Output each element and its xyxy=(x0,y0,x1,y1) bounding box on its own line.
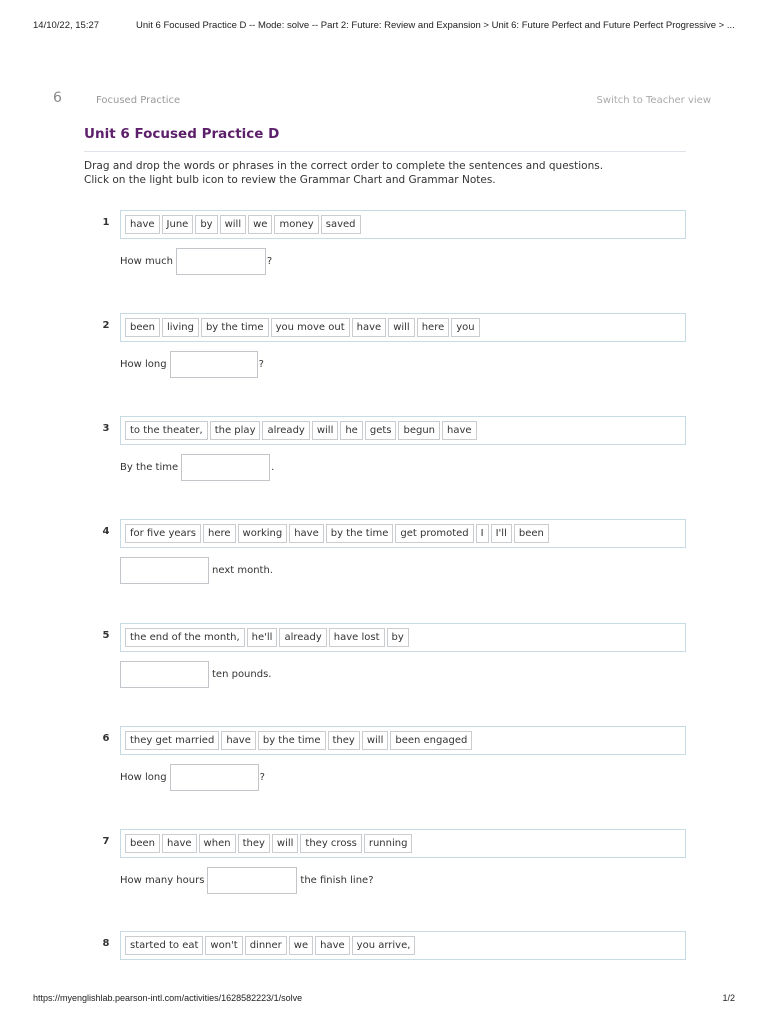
word-chip[interactable]: by the time xyxy=(201,318,269,337)
word-chip[interactable]: have xyxy=(221,731,256,750)
word-chip[interactable]: we xyxy=(248,215,272,234)
title-divider xyxy=(84,151,686,152)
word-chip[interactable]: living xyxy=(162,318,199,337)
word-chip[interactable]: dinner xyxy=(245,936,287,955)
word-chip[interactable]: they xyxy=(238,834,270,853)
word-chip[interactable]: he'll xyxy=(247,628,278,647)
answer-line xyxy=(120,555,273,585)
word-chip[interactable]: working xyxy=(238,524,288,543)
word-chip[interactable]: we xyxy=(289,936,313,955)
word-chip[interactable]: they get married xyxy=(125,731,219,750)
print-footer xyxy=(33,993,735,1003)
drop-zone[interactable] xyxy=(170,351,258,378)
word-chip[interactable]: already xyxy=(262,421,309,440)
answer-suffix: the finish line? xyxy=(300,874,374,886)
word-chip[interactable]: have xyxy=(162,834,197,853)
question-number: 6 xyxy=(102,733,110,744)
word-chip[interactable]: I'll xyxy=(491,524,512,543)
word-chip[interactable]: you move out xyxy=(271,318,350,337)
answer-line xyxy=(120,865,374,895)
drop-zone[interactable] xyxy=(181,454,270,481)
answer-prefix: How long xyxy=(120,358,167,370)
print-title: Unit 6 Focused Practice D -- Mode: solve -- Part 2: Future: Review and Expansion > Unit 6: Future Perfect and Future Perfect Progressive > ... xyxy=(136,20,735,31)
answer-line xyxy=(120,349,264,379)
answer-prefix: How much xyxy=(120,255,173,267)
answer-suffix: ? xyxy=(259,771,265,783)
question-number: 2 xyxy=(102,320,110,331)
word-chip[interactable]: the end of the month, xyxy=(125,628,245,647)
print-page-number: 1/2 xyxy=(722,993,735,1003)
word-chip[interactable]: they xyxy=(328,731,360,750)
breadcrumb[interactable]: Focused Practice xyxy=(96,95,181,106)
word-chip[interactable]: by the time xyxy=(258,731,326,750)
word-chip[interactable]: will xyxy=(312,421,339,440)
answer-suffix: ten pounds. xyxy=(212,668,272,680)
instruction-line-1: Drag and drop the words or phrases in the correct order to complete the sentences and questions. xyxy=(84,160,604,172)
answer-suffix: . xyxy=(271,461,275,473)
word-chip[interactable]: here xyxy=(417,318,450,337)
word-chip[interactable]: have xyxy=(442,421,477,440)
word-chip[interactable]: June xyxy=(162,215,194,234)
word-chip[interactable]: been xyxy=(125,834,160,853)
drop-zone[interactable] xyxy=(120,661,209,688)
word-chip[interactable]: already xyxy=(279,628,326,647)
word-bank xyxy=(120,931,686,960)
word-chip[interactable]: get promoted xyxy=(395,524,473,543)
word-chip[interactable]: the play xyxy=(210,421,261,440)
word-chip[interactable]: by xyxy=(387,628,409,647)
word-chip[interactable]: for five years xyxy=(125,524,201,543)
word-bank xyxy=(120,829,686,858)
answer-line xyxy=(120,452,274,482)
word-chip[interactable]: been engaged xyxy=(390,731,472,750)
print-url: https://myenglishlab.pearson-intl.com/activities/1628582223/1/solve xyxy=(33,993,303,1003)
drop-zone[interactable] xyxy=(120,557,209,584)
answer-prefix: How long xyxy=(120,771,167,783)
instructions xyxy=(84,159,603,187)
word-chip[interactable]: been xyxy=(125,318,160,337)
word-bank xyxy=(120,519,686,548)
question-number: 1 xyxy=(102,217,110,228)
question-number: 7 xyxy=(102,836,110,847)
word-chip[interactable]: have xyxy=(289,524,324,543)
question-number: 5 xyxy=(102,630,110,641)
answer-prefix: How many hours xyxy=(120,874,205,886)
question-number: 8 xyxy=(102,938,110,949)
instruction-line-2: Click on the light bulb icon to review the Grammar Chart and Grammar Notes. xyxy=(84,174,496,186)
word-chip[interactable]: you xyxy=(451,318,479,337)
word-chip[interactable]: started to eat xyxy=(125,936,203,955)
word-bank xyxy=(120,210,686,239)
word-chip[interactable]: to the theater, xyxy=(125,421,208,440)
word-chip[interactable]: he xyxy=(340,421,363,440)
word-chip[interactable]: begun xyxy=(398,421,440,440)
word-chip[interactable]: will xyxy=(388,318,415,337)
word-chip[interactable]: have xyxy=(125,215,160,234)
word-chip[interactable]: won't xyxy=(205,936,242,955)
answer-suffix: next month. xyxy=(212,564,273,576)
word-chip[interactable]: will xyxy=(272,834,299,853)
drop-zone[interactable] xyxy=(170,764,259,791)
answer-line xyxy=(120,246,272,276)
word-chip[interactable]: will xyxy=(362,731,389,750)
word-chip[interactable]: by the time xyxy=(326,524,394,543)
question-number: 4 xyxy=(102,526,110,537)
word-bank xyxy=(120,726,686,755)
question-number: 3 xyxy=(102,423,110,434)
word-chip[interactable]: running xyxy=(364,834,413,853)
word-chip[interactable]: here xyxy=(203,524,236,543)
word-chip[interactable]: been xyxy=(514,524,549,543)
answer-line xyxy=(120,659,271,689)
word-chip[interactable]: have xyxy=(352,318,387,337)
print-timestamp: 14/10/22, 15:27 xyxy=(33,20,100,31)
answer-suffix: ? xyxy=(266,255,273,267)
answer-line xyxy=(120,762,265,792)
word-chip[interactable]: when xyxy=(199,834,236,853)
word-chip[interactable]: have xyxy=(315,936,350,955)
word-chip[interactable]: money xyxy=(274,215,318,234)
word-chip[interactable]: gets xyxy=(365,421,397,440)
word-chip[interactable]: they cross xyxy=(300,834,361,853)
word-chip[interactable]: have lost xyxy=(329,628,385,647)
word-bank xyxy=(120,313,686,342)
drop-zone[interactable] xyxy=(207,867,297,894)
answer-prefix: By the time xyxy=(120,461,179,473)
drop-zone[interactable] xyxy=(176,248,266,275)
word-bank xyxy=(120,416,686,445)
answer-suffix: ? xyxy=(258,358,264,370)
word-chip[interactable]: saved xyxy=(321,215,361,234)
word-chip[interactable]: by xyxy=(195,215,217,234)
word-chip[interactable]: will xyxy=(220,215,247,234)
word-bank xyxy=(120,623,686,652)
unit-number: 6 xyxy=(53,90,62,106)
word-chip[interactable]: you arrive, xyxy=(352,936,416,955)
activity-title: Unit 6 Focused Practice D xyxy=(84,126,280,142)
switch-teacher-view-link[interactable]: Switch to Teacher view xyxy=(596,95,711,106)
print-header xyxy=(33,20,738,31)
word-chip[interactable]: I xyxy=(476,524,489,543)
